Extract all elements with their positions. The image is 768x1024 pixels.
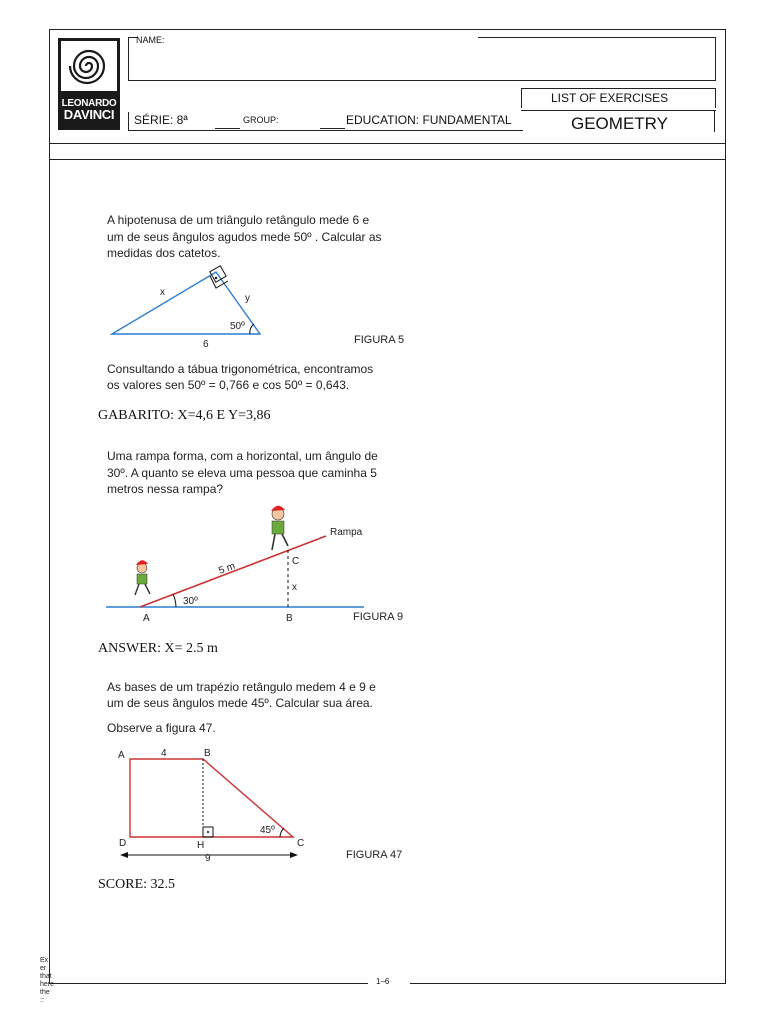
ex3-line-3: Observe a figura 47. [107, 721, 216, 735]
fig47-a-label: A [118, 750, 125, 761]
footer-side-notes: Ex er that here the :: [40, 957, 55, 1004]
ex3-line-2: um de seus ângulos mede 45º. Calcular sua área. [107, 696, 373, 710]
fig9-x-label: x [292, 582, 297, 593]
ex1-note-1: Consultando a tábua trigonométrica, encontramos [107, 362, 374, 376]
fig47-top-label: 4 [161, 748, 167, 759]
fig5-caption: FIGURA 5 [354, 334, 405, 346]
fig47-d-label: D [119, 838, 127, 849]
fig47-b-label: B [204, 748, 211, 759]
fig9-angle-label: 30º [183, 596, 198, 607]
group-label: GROUP: [243, 115, 279, 125]
ex1-note-2: os valores sen 50º = 0,766 e cos 50º = 0,643. [107, 378, 350, 392]
fig5-angle-label: 50º [230, 321, 245, 332]
ex3-answer: SCORE: 32.5 [98, 877, 176, 892]
name-field[interactable] [132, 48, 712, 76]
fig47-caption: FIGURA 47 [346, 849, 403, 861]
logo-line-2: DAVINCI [63, 107, 115, 122]
header-divider [49, 143, 726, 144]
page-number: 1–6 [376, 977, 390, 986]
ex3-line-1: As bases de um trapézio retângulo medem 4 e 9 e [107, 680, 376, 694]
logo-line-1: LEONARDO [61, 98, 117, 109]
ex2-line-3: metros nessa rampa? [107, 482, 224, 496]
person-small-icon [135, 560, 150, 595]
serie-label: SÉRIE: 8ª [134, 113, 188, 127]
name-label: NAME: [136, 35, 165, 45]
fig47-bottom-label: 9 [205, 853, 211, 864]
ex1-line-2: um de seus ângulos agudos mede 50º . Calcular as [107, 230, 382, 244]
ex1-line-1: A hipotenusa de um triângulo retângulo mede 6 e [107, 213, 370, 227]
fig9-caption: FIGURA 9 [353, 611, 404, 623]
fig9-b-label: B [286, 613, 293, 624]
list-label: LIST OF EXERCISES [551, 91, 669, 105]
fig47-c-label: C [297, 838, 305, 849]
ex2-line-1: Uma rampa forma, com a horizontal, um ângulo de [107, 449, 378, 463]
fig9-ramp-label: Rampa [330, 527, 363, 538]
header-divider-2 [49, 159, 726, 160]
fig5-x-label: x [160, 287, 165, 298]
ex2-line-2: 30º. A quanto se eleva uma pessoa que caminha 5 [107, 466, 377, 480]
leonardo-davinci-logo [58, 38, 120, 130]
fig9-a-label: A [143, 613, 150, 624]
fig5-base-label: 6 [203, 339, 209, 350]
ex1-line-3: medidas dos catetos. [107, 246, 221, 260]
figure-9-ramp [100, 498, 400, 628]
person-large-icon [271, 506, 288, 550]
education-label: EDUCATION: FUNDAMENTAL [346, 113, 512, 127]
subject-title: GEOMETRY [571, 114, 668, 133]
fig47-h-label: H [197, 840, 205, 851]
fig9-c-label: C [292, 556, 300, 567]
fig5-y-label: y [245, 293, 250, 304]
ex1-answer: GABARITO: X=4,6 E Y=3,86 [98, 408, 271, 423]
fig47-angle-label: 45º [260, 825, 275, 836]
fig9-length-label: 5 m [217, 560, 237, 577]
ex2-answer: ANSWER: X= 2.5 m [98, 641, 218, 656]
